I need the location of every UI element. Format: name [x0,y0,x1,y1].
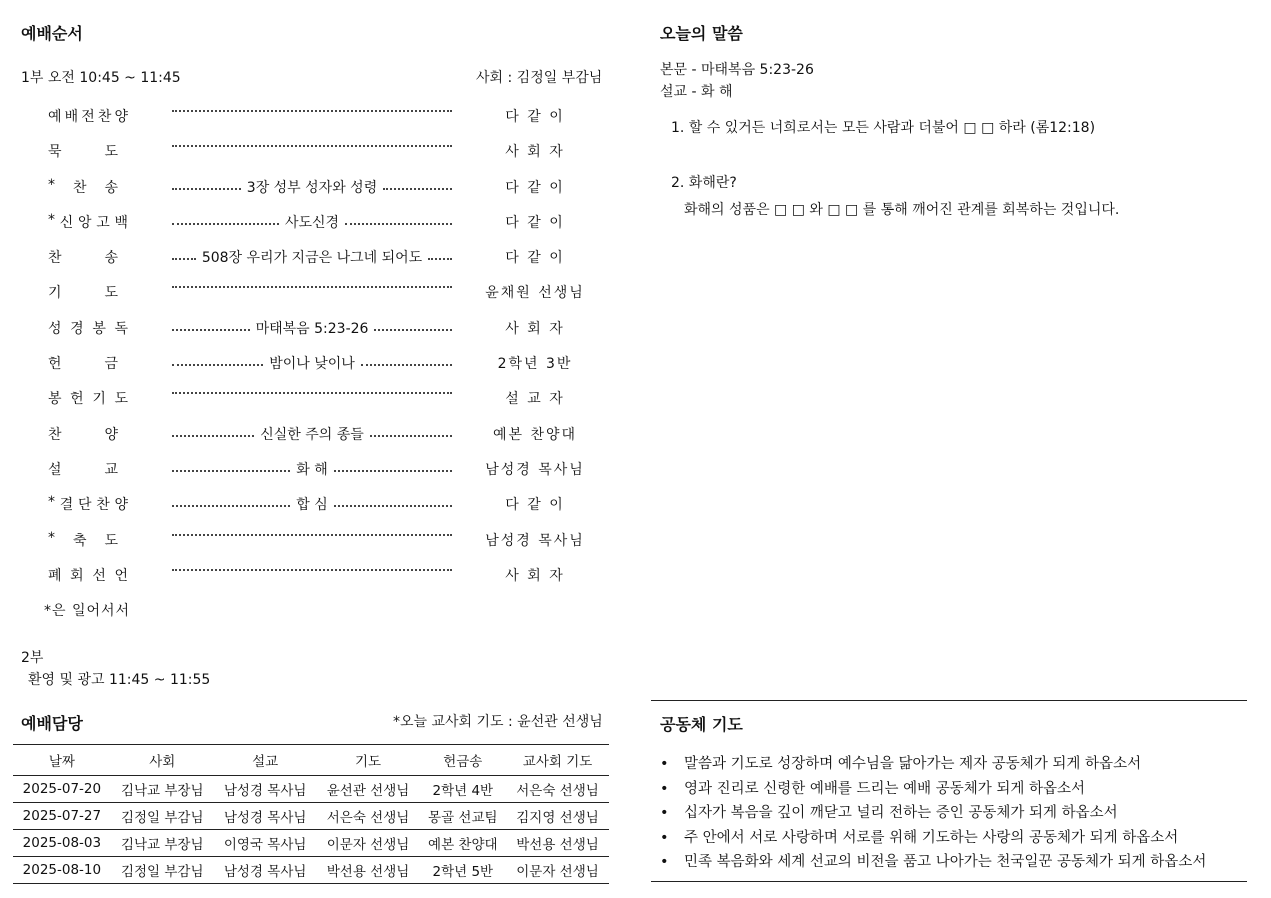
order-row [0,494,600,514]
word-point-1: 1. 할 수 있거든 너희로서는 모든 사람과 더불어 □ □ 하라 (롬12:18) [671,120,1096,136]
dot-leader [172,569,452,571]
order-item-detail: 합 심 [296,497,328,513]
order-item-leader [172,177,452,197]
order-item-name-char: 봉 [92,321,106,337]
order-item-leader [172,388,452,394]
order-item-leader [172,282,452,288]
dot-leader [172,223,279,225]
dot-leader [334,470,452,472]
standing-note: *은 일어서서 [44,603,131,619]
order-item-name-char: 찬 [48,427,62,443]
bullet-icon: • [660,756,669,772]
table-cell: 2025-08-03 [13,830,111,857]
order-item-name-char: 언 [114,568,128,584]
order-item-name-char: 설 [48,462,62,478]
col-date: 날짜 [13,745,111,776]
table-cell: 이문자 선생님 [317,830,420,857]
bullet-icon: • [660,780,669,797]
dot-leader [172,470,290,472]
order-item-person: 예본 찬양대 [492,427,578,443]
order-item-name-char: 기 [92,391,106,407]
order-row [0,530,600,550]
order-item-person: 다 같 이 [505,497,565,513]
order-item-person: 다 같 이 [505,215,565,231]
dot-leader [172,145,452,147]
table-cell: 예본 찬양대 [419,830,506,857]
table-cell: 서은숙 선생님 [506,776,609,803]
order-item-name-char: 백 [114,215,128,231]
order-item-person: 다 같 이 [505,109,565,125]
prayer-text: 주 안에서 서로 사랑하며 서로를 위해 기도하는 사랑의 공동체가 되게 하옵소서 [684,829,1179,846]
order-item-name [48,177,118,197]
dot-leader [428,258,452,260]
order-item-name [48,247,118,267]
order-item-name-char: 도 [104,533,118,549]
order-item-name-char: * [48,212,55,228]
table-cell: 서은숙 선생님 [317,803,420,830]
dot-leader [370,435,452,437]
table-cell: 윤선관 선생님 [317,776,420,803]
dot-leader [374,329,452,331]
dot-leader [172,435,254,437]
order-item-name [48,282,118,302]
order-item-name-char: 독 [114,321,128,337]
table-cell: 남성경 목사님 [214,803,317,830]
order-item-name-char: 송 [104,180,118,196]
order-list [0,0,603,640]
order-item-name-char: 도 [104,285,118,301]
order-item-name-char: 도 [104,144,118,160]
prayer-text: 영과 진리로 신령한 예배를 드리는 예배 공동체가 되게 하옵소서 [684,780,1086,797]
order-item-name-char: 묵 [48,144,62,160]
scripture-line: 본문 - 마태복음 5:23-26 [660,62,814,78]
order-item-name [48,565,128,585]
order-item-name-char: 헌 [48,356,62,372]
bullet-icon: • [660,854,669,870]
order-item-name-char: 경 [70,321,84,337]
order-item-name-char: 기 [48,285,62,301]
table-cell: 이영국 목사님 [214,830,317,857]
word-title: 오늘의 말씀 [660,24,743,43]
bullet-icon: • [660,805,669,821]
table-cell: 김낙교 부장님 [111,776,214,803]
order-item-name [48,424,118,444]
prayer-text: 십자가 복음을 깊이 깨닫고 널리 전하는 증인 공동체가 되게 하옵소서 [684,805,1118,821]
prayer-text: 말씀과 기도로 성장하며 예수님을 닮아가는 제자 공동체가 되게 하옵소서 [684,756,1142,772]
order-row [0,247,600,267]
order-row [0,353,600,373]
col-host: 사회 [111,745,214,776]
order-item-name-char: 축 [72,533,87,549]
order-item-name-char: 예 [48,109,62,125]
order-item-name-char: 도 [114,391,128,407]
order-item-leader [172,106,452,112]
order-item-leader [172,318,452,338]
order-item-name-char: 결 [59,497,74,513]
order-item-leader [172,212,452,232]
order-row [0,141,600,161]
order-item-person: 사 회 자 [505,321,565,337]
order-item-name-char: 단 [77,497,92,513]
order-row [0,106,600,126]
part1-heading: 1부 오전 10:45 ~ 11:45 [21,70,181,86]
order-item-leader [172,141,452,147]
order-item-name-char: * [48,530,55,546]
dot-leader [172,329,250,331]
order-item-person: 다 같 이 [505,180,565,196]
order-item-detail: 마태복음 5:23-26 [255,321,369,337]
order-row [0,424,600,444]
order-item-name-char: * [48,494,55,510]
order-row [0,388,600,408]
prayer-list [660,752,1206,875]
list-item [660,801,1206,826]
order-item-person: 다 같 이 [505,250,565,266]
order-item-leader [172,530,452,536]
order-item-name-char: 교 [104,462,118,478]
dot-leader [172,364,263,366]
order-item-leader [172,247,452,267]
order-item-name-char: 양 [114,109,128,125]
order-row [0,318,600,338]
word-point-2-body: 화해의 성품은 □ □ 와 □ □ 를 통해 깨어진 관계를 회복하는 것입니다. [684,202,1120,218]
table-cell: 이문자 선생님 [506,857,609,884]
order-item-person: 남성경 목사님 [485,533,585,549]
order-item-name-char: 회 [70,568,84,584]
table-cell: 김지영 선생님 [506,803,609,830]
order-item-person: 2학년 3반 [497,356,573,372]
order-item-name-char: 헌 [70,391,84,407]
part2-item: 환영 및 광고 11:45 ~ 11:55 [28,672,211,688]
order-row [0,459,600,479]
table-row [13,830,609,857]
order-row [0,282,600,302]
order-item-name [48,106,128,126]
dot-leader [345,223,452,225]
dot-leader [172,258,196,260]
order-item-leader [172,459,452,479]
list-item [660,826,1206,851]
order-item-leader [172,565,452,571]
order-item-name [48,353,118,373]
order-item-leader [172,494,452,514]
order-item-name-char: 찬 [72,180,87,196]
duty-table-header [13,745,609,776]
col-teacher-prayer: 교사회 기도 [506,745,609,776]
list-item [660,850,1206,875]
order-item-name [48,494,128,514]
dot-leader [172,286,452,288]
order-item-name-char: 고 [96,215,110,231]
table-cell: 2025-07-20 [13,776,111,803]
order-item-name-char: 찬 [48,250,62,266]
order-item-name-char: 금 [104,356,118,372]
order-item-name-char: 찬 [96,497,110,513]
table-cell: 남성경 목사님 [214,857,317,884]
order-item-name [48,141,118,161]
order-item-name-char: 선 [92,568,106,584]
table-cell: 2학년 5반 [419,857,506,884]
duty-table [13,744,609,884]
order-item-leader [172,424,452,444]
order-item-person: 사 회 자 [505,568,565,584]
order-item-name-char: 봉 [48,391,62,407]
order-item-name [48,459,118,479]
order-item-person: 남성경 목사님 [485,462,585,478]
table-cell: 2025-07-27 [13,803,111,830]
order-item-detail: 신실한 주의 종들 [260,427,364,443]
col-offering-song: 헌금송 [419,745,506,776]
order-row [0,565,600,585]
table-cell: 2학년 4반 [419,776,506,803]
dot-leader [383,188,452,190]
order-item-name-char: 양 [114,497,128,513]
order-item-detail: 508장 우리가 지금은 나그네 되어도 [201,250,423,266]
col-sermon: 설교 [214,745,317,776]
table-row [13,776,609,803]
prayer-title: 공동체 기도 [660,715,743,734]
table-cell: 김정일 부감님 [111,803,214,830]
order-item-detail: 3장 성부 성자와 성령 [246,180,378,196]
table-cell: 박선용 선생님 [506,830,609,857]
order-row [0,212,600,232]
order-title: 예배순서 [21,24,83,43]
col-prayer: 기도 [317,745,420,776]
order-item-person: 사 회 자 [505,144,565,160]
host-label: 사회 : 김정일 부감님 [476,70,603,86]
order-item-detail: 사도신경 [284,215,340,231]
order-item-name-char: 양 [104,427,118,443]
table-row [13,803,609,830]
prayer-top-divider [651,700,1247,701]
dot-leader [172,110,452,112]
order-item-name [48,212,128,232]
table-row [13,857,609,884]
table-cell: 남성경 목사님 [214,776,317,803]
order-item-name-char: 배 [64,109,79,125]
order-item-detail: 화 해 [296,462,328,478]
order-item-name-char: 찬 [97,109,112,125]
order-item-name-char: 송 [104,250,118,266]
order-item-name-char: * [48,177,55,193]
prayer-bottom-divider [651,881,1247,882]
order-item-name [48,318,128,338]
order-item-detail: 밤이나 낮이나 [269,356,355,372]
prayer-text: 민족 복음화와 세계 선교의 비전을 품고 나아가는 천국일꾼 공동체가 되게 하옵소서 [684,854,1207,870]
table-cell: 2025-08-10 [13,857,111,884]
order-item-name-char: 신 [59,215,74,231]
table-cell: 몽골 선교팀 [419,803,506,830]
dot-leader [334,505,452,507]
list-item [660,777,1206,802]
order-item-name [48,388,128,408]
order-item-person: 윤채원 선생님 [485,285,585,301]
order-item-name [48,530,118,550]
teacher-prayer-note: *오늘 교사회 기도 : 윤선관 선생님 [393,714,603,730]
dot-leader [172,188,241,190]
dot-leader [361,364,452,366]
word-point-2-title: 2. 화해란? [671,175,737,191]
dot-leader [172,392,452,394]
order-item-name-char: 성 [48,321,62,337]
table-cell: 박선용 선생님 [317,857,420,884]
part2-heading: 2부 [21,650,44,666]
order-item-person: 설 교 자 [505,391,565,407]
table-cell: 김낙교 부장님 [111,830,214,857]
bullet-icon: • [660,829,669,846]
order-row [0,177,600,197]
order-item-name-char: 전 [81,109,95,125]
duty-title: 예배담당 [21,714,83,733]
order-item-name-char: 앙 [77,215,92,231]
list-item [660,752,1206,777]
dot-leader [172,505,290,507]
order-item-name-char: 폐 [48,568,62,584]
sermon-line: 설교 - 화 해 [660,84,733,100]
order-item-leader [172,353,452,373]
dot-leader [172,534,452,536]
table-cell: 김정일 부감님 [111,857,214,884]
